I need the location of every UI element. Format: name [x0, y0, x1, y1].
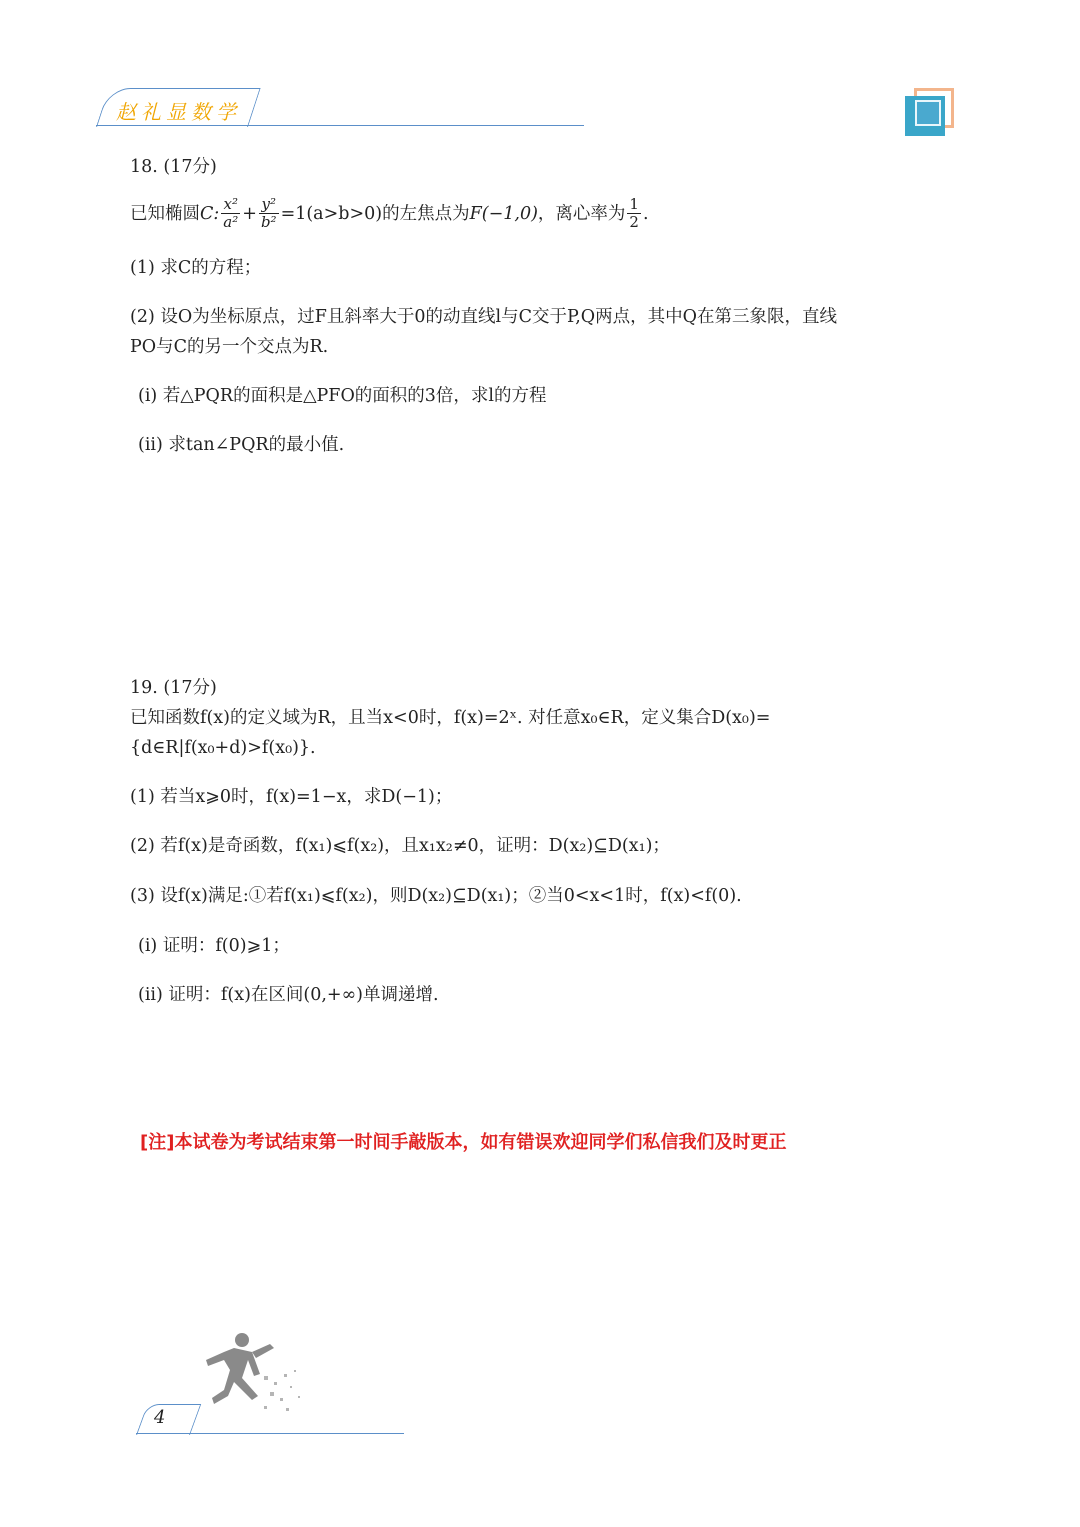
fraction-x2-a2: $\frac{\text{x²}}{\text{a²}}$: [223, 195, 239, 231]
q18-stem-a: 已知椭圆: [130, 203, 200, 224]
footer-tab: [136, 1404, 201, 1435]
q19-part3: (3) 设f(x)满足:①若f(x₁)⩽f(x₂)，则D(x₂)⊆D(x₁)；②当0<x<1时，f(x)<f(0).: [130, 886, 742, 906]
q19-part1: (1) 若当x⩾0时，f(x)=1−x，求D(−1)；: [130, 787, 453, 807]
q19-stem-line1: 已知函数f(x)的定义域为R，且当x<0时，f(x)=2ˣ. 对任意x₀∈R，定义集合D(x₀)=: [130, 708, 771, 728]
q18-stem: [130, 196, 649, 231]
fraction-y2-b2: $\frac{\text{y²}}{\text{b²}}$: [260, 195, 277, 231]
q19-sub1: (i) 证明：f(0)⩾1；: [138, 936, 290, 956]
fraction-one-half: $\frac{1}{2}$: [629, 195, 639, 231]
q18-part2-line1: (2) 设O为坐标原点，过F且斜率大于0的动直线l与C交于P,Q两点，其中Q在第三象限，直线: [130, 307, 837, 327]
q19-part2: (2) 若f(x)是奇函数，f(x₁)⩽f(x₂)，且x₁x₂≠0，证明：D(x₂)⊆D(x₁)；: [130, 836, 670, 856]
equation-tail: =1(a>b>0): [280, 203, 383, 224]
page-number: 4: [154, 1407, 166, 1428]
q19-stem-line2: {d∈R|f(x₀+d)>f(x₀)}.: [130, 738, 316, 758]
q18-part1: (1) 求C的方程；: [130, 258, 262, 278]
q18-stem-c: ，离心率为: [537, 203, 626, 224]
focus-point: F(−1,0): [469, 203, 538, 224]
q18-stem-b: 的左焦点为: [382, 203, 470, 224]
header-brand: 赵礼显数学: [116, 100, 241, 124]
q18-title: 18. (17分): [130, 157, 217, 177]
q19-title: 19. (17分): [130, 678, 217, 698]
q19-sub2: (ii) 证明：f(x)在区间(0,+∞)单调递增.: [138, 985, 439, 1005]
q18-part2-line2: PO与C的另一个交点为R.: [130, 337, 329, 357]
plus-sign: +: [242, 203, 257, 224]
q18-sub1: (i) 若△PQR的面积是△PFO的面积的3倍，求l的方程: [138, 386, 547, 406]
logo-inner-square: [915, 100, 941, 126]
footer-rule: [136, 1433, 404, 1434]
correction-note: [注]本试卷为考试结束第一时间手敲版本，如有错误欢迎同学们私信我们及时更正: [140, 1132, 787, 1153]
q18-ellipse-lhs: C:: [200, 203, 220, 224]
header-rule: [96, 125, 584, 126]
period: .: [642, 203, 649, 224]
sprinting-runner-icon: [194, 1326, 324, 1426]
q18-sub2: (ii) 求tan∠PQR的最小值.: [138, 435, 345, 455]
